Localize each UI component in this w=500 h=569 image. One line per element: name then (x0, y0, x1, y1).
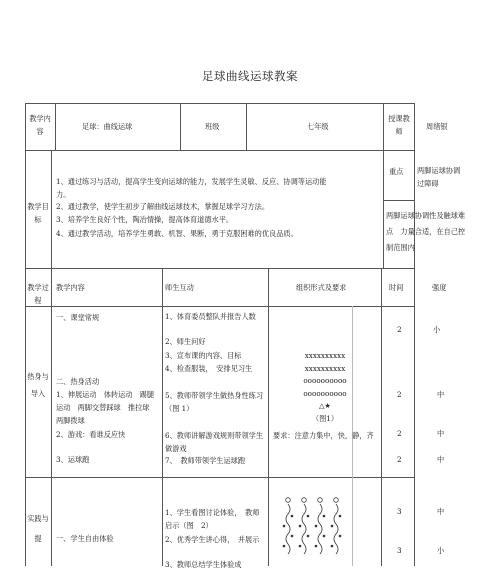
content-label: 教学内容 (29, 114, 51, 136)
process-label: 教学过程 (27, 283, 49, 305)
formation-diagram (270, 350, 380, 425)
formation-requirement: 要求：注意力集中，快，静，齐 (273, 431, 374, 440)
warmup-time-4: 2 (397, 455, 402, 464)
col-organization: 组织形式及要求 (296, 283, 347, 292)
practice-time-1: 3 (397, 507, 402, 516)
objective-item-2: 2、通过教学，使学生初步了解曲线运球技术，掌握足球学习方法。 (56, 202, 270, 211)
practice-formation-diagram (280, 492, 352, 566)
formation-row-3: oooooooooo (303, 376, 347, 385)
practice-interaction-1: 1、学生看图讨论体验， 教师启示（图 2） (165, 508, 260, 530)
practice-interaction-3: 3、教师总结学生体验成 (165, 560, 242, 569)
col-content: 教学内容 (56, 283, 85, 292)
teacher-label: 授课教师 (388, 114, 410, 136)
class-label: 班级 (205, 122, 220, 131)
warmup-intensity-2: 中 (437, 390, 445, 399)
interaction-item-6: 6、教师讲解游戏规则带领学生做游戏 (165, 431, 264, 453)
formation-row-2: xxxxxxxxxx (304, 363, 346, 373)
formation-row-4: oooooooooo (303, 388, 347, 398)
key-point-value: 两脚运球协调过障碍 (417, 166, 461, 188)
warmup-content-routine: 一、课堂常规 (56, 313, 100, 322)
practice-interaction-2: 2、优秀学生讲心得， 并展示 (165, 535, 260, 544)
practice-intensity-2: 小 (437, 546, 445, 555)
warmup-content-stretch: 1、伸展运动 体转运动 踢腿运动 两脚交替踩球 推拉球 两脚拨球 (56, 390, 157, 425)
warmup-intensity-1: 小 (433, 325, 441, 334)
col-interaction: 师生互动 (165, 283, 194, 292)
interaction-item-1: 1、体育委员整队并报告人数 (165, 312, 256, 321)
practice-label: 实践与提 (27, 514, 49, 543)
interaction-item-5: 5、教师带领学生做热身性练习（图 1） (165, 391, 264, 413)
warmup-content-run: 3、运球跑 (56, 455, 90, 464)
warmup-time-2: 2 (397, 390, 402, 399)
col-time: 时间 (389, 283, 404, 292)
col-intensity: 强度 (432, 283, 447, 292)
interaction-item-3: 3、宣布课的内容、目标 (165, 351, 242, 360)
warmup-time-1: 2 (397, 325, 402, 334)
objective-item-4: 4、通过教学活动，培养学生勇敢、机智、果断，勇于克服困难的优良品质。 (56, 229, 298, 238)
warmup-intensity-4: 中 (437, 455, 445, 464)
formation-caption: （图1） (311, 413, 339, 423)
document-title: 足球曲线运球教案 (202, 69, 298, 83)
teacher-value: 周绪银 (426, 122, 448, 131)
warmup-intensity-3: 中 (437, 429, 445, 438)
warmup-time-3: 2 (397, 429, 402, 438)
objectives-label: 教学目标 (27, 202, 49, 224)
objective-item-3: 3、培养学生良好个性，陶冶情操，提高体育道德水平。 (56, 215, 234, 224)
warmup-content-heading: 二、热身活动 (56, 377, 100, 386)
warmup-content-game: 2、游戏：看谁反应快 (56, 430, 126, 439)
formation-teacher-markers: △★ (319, 401, 331, 410)
class-value: 七年级 (307, 122, 329, 131)
difficulty-text: 两脚运球协调性及触球难点 力量合适，在自己控制范围内 (386, 211, 466, 252)
interaction-item-7: 7、 教师带领学生运球跑 (165, 456, 246, 465)
objective-item-1: 1、通过练习与活动，提高学生变向运球的能力，发展学生灵敏、反应、协调等运动能力。 (56, 177, 327, 199)
practice-content: 一、学生自由体验 (56, 534, 114, 543)
warmup-label: 热身与导入 (27, 372, 49, 398)
practice-intensity-1: 中 (437, 507, 445, 516)
key-point-label: 重点 (389, 167, 404, 176)
content-value: 足球：曲线运球 (82, 122, 133, 131)
interaction-item-2: 2、师生问好 (165, 337, 206, 346)
practice-time-2: 3 (397, 546, 402, 555)
interaction-item-4: 4、检查服装， 安排见习生 (165, 364, 253, 373)
formation-row-1: xxxxxxxxxx (304, 351, 346, 360)
